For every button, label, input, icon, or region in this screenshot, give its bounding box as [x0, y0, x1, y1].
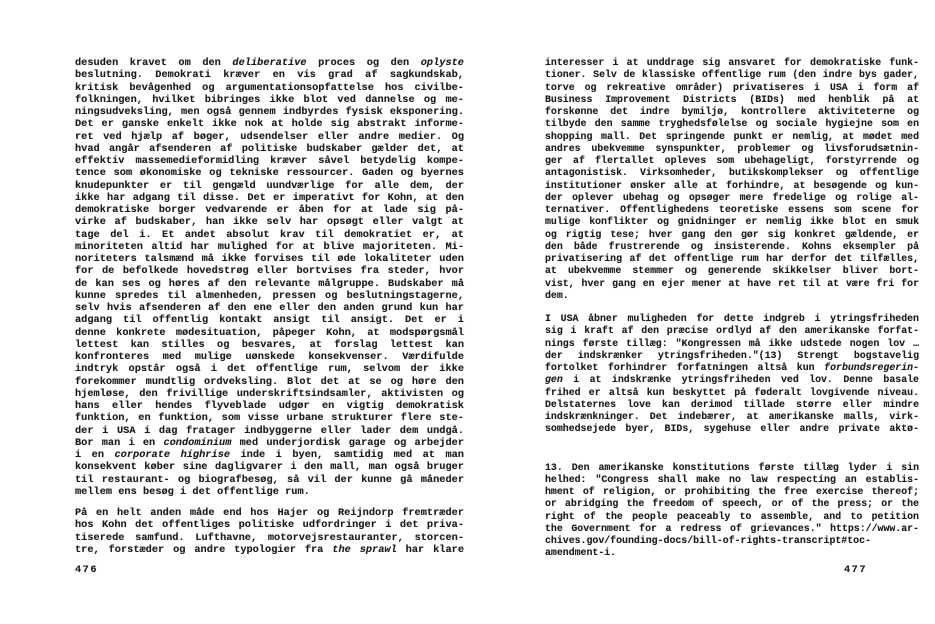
text-line: de kan ses og høres af den relevante målgruppe. Budskaber må — [75, 277, 464, 290]
text-line: ret ved hjælp af bøger, udsendelser eller andre medier. Og — [75, 130, 464, 143]
text-line: folkningen, hvilket bibringes ikke blot ved dannelse og me- — [75, 93, 464, 106]
text-line: hos Kohn det offentliges politiske udfordringer i det priva- — [75, 519, 464, 532]
text-line: den både frustrerende og insisterende. Kohns eksempler på — [545, 240, 919, 252]
text-line: Delstaternes love kan derimod tillade større eller mindre — [545, 398, 919, 410]
text-line: tiserede samfund. Lufthavne, motorvejsrestauranter, storcen- — [75, 531, 464, 544]
text-line: interesser i at unddrage sig ansvaret for demokratiske funk- — [545, 57, 919, 68]
text-line: gen i at indskrænke ytringsfriheden ved lov. Denne basale — [545, 374, 919, 386]
text-line: 13. Den amerikanske konstitutions første tillæg lyder i sin — [545, 461, 919, 473]
text-line: og rigtig tese; hver gang den gør sig konkret gældende, er — [545, 228, 919, 240]
text-line: konfronteres med mulige uønskede konsekvenser. Værdifulde — [75, 351, 464, 363]
text-line: privatisering af det offentlige rum har derfor det tilfælles, — [545, 253, 919, 264]
text-line: desuden kravet om den deliberative proces og den oplyste — [75, 57, 464, 69]
text-line: tence som økonomiske og tekniske ressourcer. Gaden og byernes — [75, 167, 464, 180]
text-line: forskønne det indre bymiljø, kontrollere aktiviteterne og — [545, 106, 919, 117]
text-line: knudepunkter er til gengæld uundværlige for alle dem, der — [75, 179, 464, 192]
text-line: antagonistisk. Virksomheder, butikskomplekser og offentlige — [545, 167, 919, 179]
text-line: der indskrænker ytringsfriheden."(13) Strengt bogstavelig — [545, 349, 919, 361]
text-line: lettest kan stilles og besvares, at forslag lettest kan — [75, 338, 464, 351]
text-line: chives.gov/founding-docs/bill-of-rights-transcript#toc- — [545, 535, 871, 546]
text-line: Det er ganske enkelt ikke nok at holde sig abstrakt informe- — [75, 118, 464, 131]
text-line: til restaurant- og biografbesøg, så vil der kunne gå måneder — [75, 473, 464, 486]
text-line: der oplever ubehag og opsøger mere fredelige og rolige al- — [545, 191, 919, 203]
right-paragraph-2 — [545, 313, 919, 436]
text-line: ningsudveksling, men også gennem indbyrdes fysisk eksponering. — [75, 106, 464, 118]
text-line: kritisk bevågenhed og argumentationsopfattelse hos civilbe- — [75, 81, 464, 94]
text-line: demokratiske borger vedvarende er åben for at lade sig på- — [75, 204, 464, 216]
left-paragraph-1 — [75, 57, 464, 498]
text-line: tage del i. Et andet absolut krav til demokratiet er, at — [75, 228, 464, 241]
text-line: Business Improvement Districts (BIDs) med henblik på at — [545, 93, 919, 105]
text-line: På en helt anden måde end hos Hajer og Reijndorp fremtræder — [75, 507, 464, 519]
text-line: indtryk opstår også i det offentlige rum, selvom der ikke — [75, 363, 464, 376]
text-line: mellem ens besøg i det offentlige rum. — [75, 485, 310, 498]
text-line: minoriteten altid har mulighed for at blive majoriteten. Mi- — [75, 240, 464, 253]
right-paragraph-1 — [545, 57, 919, 302]
text-line: funktion, en funktion, som visse urbane strukturer flere ste- — [75, 412, 464, 425]
text-line: hvad angår afsenderen af politiske budskaber gælder det, at — [75, 142, 464, 155]
text-line: amendment-i. — [545, 547, 617, 559]
text-line: hans eller hendes flyveblade udgør en vigtig demokratisk — [75, 400, 464, 412]
text-line: beslutning. Demokrati kræver en vis grad af sagkundskab, — [75, 69, 464, 82]
text-line: adgang til offentlig kontakt ansigt til ansigt. Det er i — [75, 314, 464, 327]
text-line: or abridging the freedom of speech, or of the press; or the — [545, 498, 919, 510]
text-line: kunne spredes til almenheden, pressen og beslutningstagerne, — [75, 289, 464, 302]
text-line: sig i kraft af den præcise ordlyd af den amerikanske forfat- — [545, 325, 919, 337]
text-line: fortolket forhindrer forfatningen altså kun forbundsregerin- — [545, 362, 919, 373]
page-number-right: 477 — [844, 564, 868, 576]
text-line: right of the people peaceably to assemble, and to petition — [545, 510, 919, 522]
text-line: somhedsejede byer, BIDs, sygehuse eller andre private aktø- — [545, 423, 919, 435]
text-line: institutioner ønsker alle at forhindre, at besøgende og kun- — [545, 179, 919, 191]
text-line: ger af flertallet opleves som ubehageligt, forstyrrende og — [545, 155, 919, 166]
left-paragraph-2 — [75, 507, 464, 556]
text-line: hjemløse, den frivillige underskriftsindsamler, aktivisten og — [75, 387, 464, 400]
text-line: frihed er altså kun beskyttet på føderalt lovgivende niveau. — [545, 386, 919, 398]
text-line: ternativer. Offentlighedens teoretiske essens som scene for — [545, 204, 919, 215]
text-line: denne konkrete mødesituation, påpeger Kohn, at modspørgsmål — [75, 326, 464, 339]
text-line: effektiv massemedieformidling kræver såvel betydelig kompe- — [75, 155, 464, 167]
text-line: at ubekvemme stemmer og generende skikkelser bliver bort- — [545, 265, 919, 277]
text-line: tilbyde den samme tryghedsfølelse og sociale hygiejne som en — [545, 118, 919, 130]
text-line: the Government for a redress of grievances." https://www.ar- — [545, 522, 919, 534]
text-line: torve og rekreative områder) privatiseres i USA i form af — [545, 81, 919, 93]
text-line: nings første tillæg: "Kongressen må ikke udstede nogen lov … — [545, 337, 919, 349]
text-line: indskrænkninger. Det indebærer, at amerikanske malls, virk- — [545, 411, 919, 422]
text-line: andres ubekvemme synspunkter, problemer og livsforudsætnin- — [545, 142, 919, 154]
text-line: der i USA i dag fratager indbyggerne eller lader dem undgå. — [75, 424, 464, 437]
text-line: i en corporate highrise inde i byen, samtidig med at man — [75, 449, 464, 461]
text-line: dem. — [545, 289, 569, 301]
text-line: forekommer mundtlig ordveksling. Blot det at se og høre den — [75, 375, 464, 388]
text-line: tre, forstæder og andre typologier fra the sprawl har klare — [75, 543, 464, 556]
page-number-left: 476 — [75, 564, 99, 576]
footnote — [545, 462, 919, 560]
text-line: for de befolkede hovedstrøg eller bortvises fra steder, hvor — [75, 265, 464, 278]
page-right — [545, 57, 919, 560]
text-line: Bor man i en condominium med underjordisk garage og arbejder — [75, 436, 464, 449]
text-line: shopping mall. Det springende punkt er nemlig, at mødet med — [545, 130, 919, 142]
text-line: ikke har adgang til disse. Det er imperativt for Kohn, at den — [75, 191, 464, 204]
text-line: virke af budskaber, han ikke selv har opsøgt eller valgt at — [75, 216, 464, 229]
page-left — [75, 57, 464, 556]
text-line: konsekvent køber sine dagligvarer i den mall, man også bruger — [75, 461, 464, 474]
text-line: noriteters talsmænd må ikke forvises til øde lokaliteter uden — [75, 253, 464, 265]
text-line: mulige konflikter og gnidninger er nemlig ikke blot en smuk — [545, 216, 919, 228]
text-line: hment of religion, or prohibiting the free exercise thereof; — [545, 486, 919, 497]
text-line: tioner. Selv de klassiske offentlige rum (den indre bys gader, — [545, 69, 919, 81]
text-line: selv hvis afsenderen af den ene eller den anden grund kun har — [75, 302, 464, 314]
text-line: helhed: "Congress shall make no law respecting an establis- — [545, 473, 919, 485]
text-line: vist, hver gang en ejer mener at have ret til at være fri for — [545, 277, 919, 289]
text-line: I USA åbner muligheden for dette indgreb i ytringsfriheden — [545, 313, 919, 324]
